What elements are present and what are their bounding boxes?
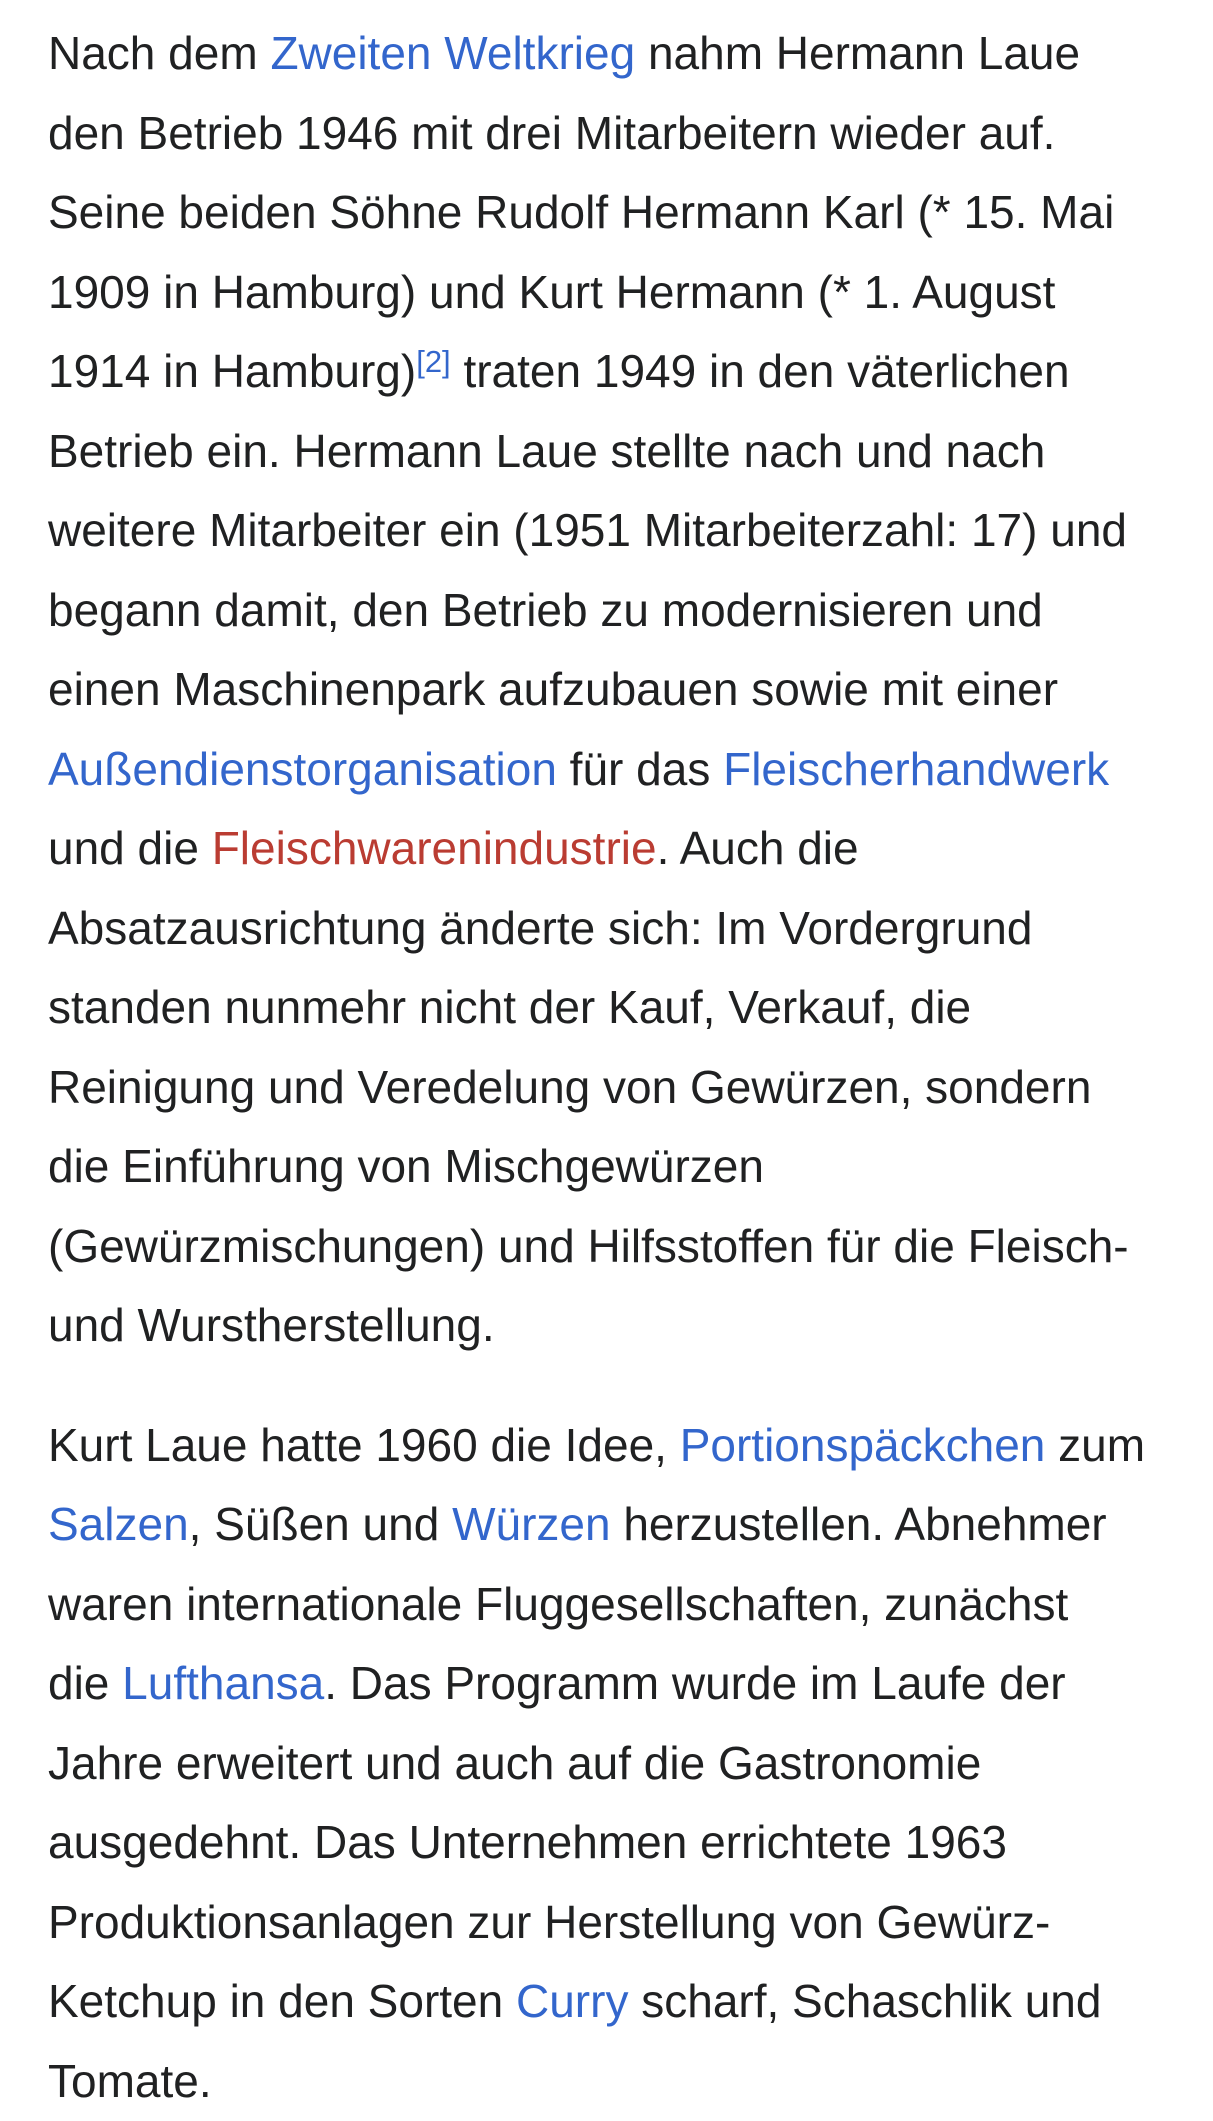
reference-footnote	[416, 344, 450, 379]
body-text: Produktionsanlagen zur Herstellung von Gewürz-	[48, 1896, 1050, 1948]
reference-link[interactable]: [2]	[416, 344, 450, 379]
text-line	[48, 1485, 1178, 1565]
body-text: zum	[1045, 1419, 1145, 1471]
body-text: , Süßen und	[189, 1498, 452, 1550]
text-line	[48, 1406, 1178, 1486]
body-text: herzustellen. Abnehmer	[611, 1498, 1107, 1550]
text-line	[48, 1644, 1178, 1724]
body-text: 1914 in Hamburg)	[48, 345, 416, 397]
body-text: (Gewürzmischungen) und Hilfsstoffen für die Fleisch-	[48, 1220, 1129, 1272]
article-body	[48, 14, 1178, 2121]
body-text: Betrieb ein. Hermann Laue stellte nach und nach	[48, 425, 1045, 477]
body-text: Jahre erweitert und auch auf die Gastronomie	[48, 1737, 981, 1789]
body-text: Tomate.	[48, 2055, 212, 2107]
body-text: Nach dem	[48, 27, 270, 79]
body-text: den Betrieb 1946 mit drei Mitarbeitern wieder auf.	[48, 107, 1055, 159]
body-text: nahm Hermann Laue	[635, 27, 1080, 79]
text-line	[48, 1048, 1178, 1128]
wiki-link[interactable]: Salzen	[48, 1498, 189, 1550]
text-line	[48, 809, 1178, 889]
body-text: standen nunmehr nicht der Kauf, Verkauf, die	[48, 981, 971, 1033]
text-line	[48, 571, 1178, 651]
wiki-redlink[interactable]: Fleischwarenindustrie	[212, 822, 657, 874]
wiki-link[interactable]: Fleischerhandwerk	[723, 743, 1109, 795]
body-text: die Einführung von Mischgewürzen	[48, 1140, 764, 1192]
text-line	[48, 253, 1178, 333]
wiki-link[interactable]: Portionspäckchen	[680, 1419, 1046, 1471]
body-text: scharf, Schaschlik und	[628, 1975, 1101, 2027]
text-line	[48, 173, 1178, 253]
text-line	[48, 412, 1178, 492]
text-line	[48, 1565, 1178, 1645]
body-text: begann damit, den Betrieb zu modernisieren und	[48, 584, 1043, 636]
body-text: und Wurstherstellung.	[48, 1299, 495, 1351]
article-paragraph	[48, 14, 1178, 1366]
body-text: die	[48, 1657, 122, 1709]
wiki-link[interactable]: Curry	[516, 1975, 628, 2027]
body-text: 1909 in Hamburg) und Kurt Hermann (* 1. August	[48, 266, 1055, 318]
body-text: für das	[557, 743, 723, 795]
text-line	[48, 730, 1178, 810]
text-line	[48, 1286, 1178, 1366]
text-line	[48, 968, 1178, 1048]
text-line	[48, 94, 1178, 174]
body-text: einen Maschinenpark aufzubauen sowie mit einer	[48, 663, 1058, 715]
wiki-link[interactable]: Lufthansa	[122, 1657, 324, 1709]
text-line	[48, 1127, 1178, 1207]
text-line	[48, 1962, 1178, 2042]
body-text: Reinigung und Veredelung von Gewürzen, sondern	[48, 1061, 1091, 1113]
body-text: . Auch die	[657, 822, 859, 874]
text-line	[48, 650, 1178, 730]
body-text: traten 1949 in den väterlichen	[451, 345, 1070, 397]
text-line	[48, 491, 1178, 571]
text-line	[48, 889, 1178, 969]
body-text: Ketchup in den Sorten	[48, 1975, 516, 2027]
body-text: Seine beiden Söhne Rudolf Hermann Karl (* 15. Mai	[48, 186, 1114, 238]
wiki-link[interactable]: Außendienstorganisation	[48, 743, 557, 795]
text-line	[48, 1803, 1178, 1883]
body-text: und die	[48, 822, 212, 874]
body-text: weitere Mitarbeiter ein (1951 Mitarbeiterzahl: 17) und	[48, 504, 1127, 556]
body-text: . Das Programm wurde im Laufe der	[324, 1657, 1065, 1709]
text-line	[48, 14, 1178, 94]
text-line	[48, 1724, 1178, 1804]
body-text: waren internationale Fluggesellschaften, zunächst	[48, 1578, 1068, 1630]
wiki-link[interactable]: Würzen	[452, 1498, 610, 1550]
text-line	[48, 1883, 1178, 1963]
body-text: Kurt Laue hatte 1960 die Idee,	[48, 1419, 680, 1471]
wiki-link[interactable]: Zweiten Weltkrieg	[270, 27, 635, 79]
text-line	[48, 332, 1178, 412]
body-text: Absatzausrichtung änderte sich: Im Vordergrund	[48, 902, 1032, 954]
text-line	[48, 1207, 1178, 1287]
body-text: ausgedehnt. Das Unternehmen errichtete 1963	[48, 1816, 1007, 1868]
text-line	[48, 2042, 1178, 2121]
article-paragraph	[48, 1406, 1178, 2121]
